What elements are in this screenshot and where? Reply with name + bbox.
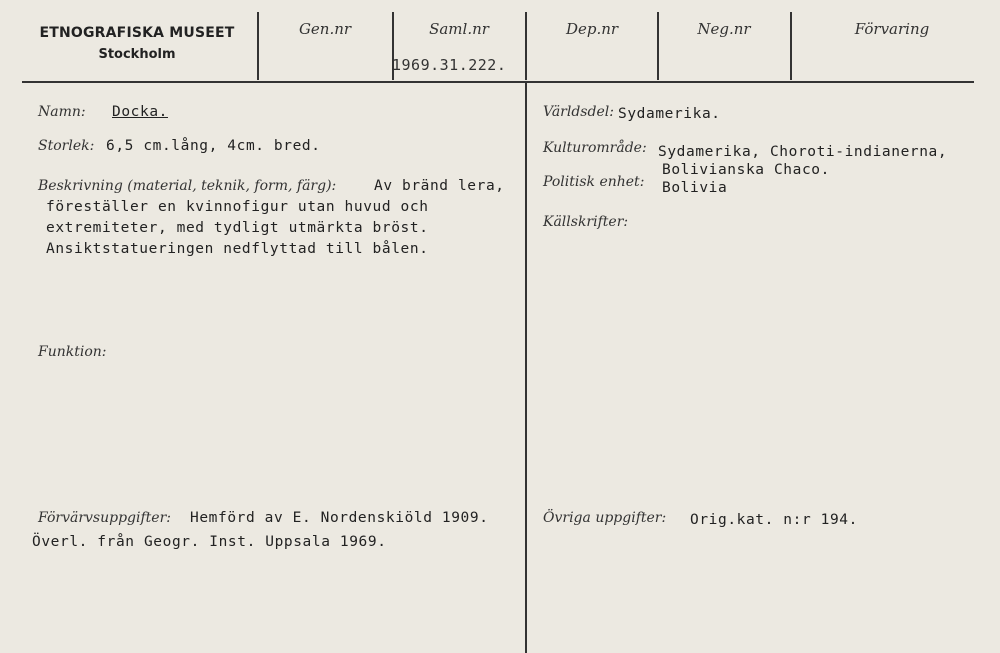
museum-name: ETNOGRAFISKA MUSEET [39, 25, 235, 41]
ovriga-value: Orig.kat. n:r 194. [690, 512, 858, 528]
center-divider [525, 83, 527, 653]
beskrivning-line-3: extremiteter, med tydligt utmärkta bröst. [46, 220, 429, 236]
storlek-label: Storlek: [38, 138, 95, 154]
kulturomrade-line-2: Bolivianska Chaco. [662, 162, 830, 178]
namn-label: Namn: [38, 104, 86, 120]
varldsdel-label: Världsdel: [543, 104, 614, 120]
column-gen-nr: Gen.nr [298, 20, 352, 38]
kulturomrade-line-1: Sydamerika, Choroti-indianerna, [658, 144, 948, 160]
museum-city: Stockholm [98, 47, 176, 62]
column-neg-nr: Neg.nr [697, 20, 751, 38]
forvarv-line-2: Överl. från Geogr. Inst. Uppsala 1969. [32, 534, 387, 550]
beskrivning-line-1: Av bränd lera, [374, 178, 505, 194]
header-rule [22, 81, 974, 83]
header-divider-1 [257, 12, 259, 80]
politisk-value: Bolivia [662, 180, 728, 196]
namn-value: Docka. [112, 104, 168, 120]
ovriga-label: Övriga uppgifter: [543, 510, 667, 526]
kallskrifter-label: Källskrifter: [543, 214, 629, 230]
forvarv-label: Förvärvsuppgifter: [38, 510, 171, 526]
forvarv-line-1: Hemförd av E. Nordenskiöld 1909. [190, 510, 489, 526]
funktion-label: Funktion: [38, 344, 107, 360]
saml-nr-value: 1969.31.222. [392, 56, 507, 74]
column-dep-nr: Dep.nr [565, 20, 619, 38]
varldsdel-value: Sydamerika. [618, 106, 721, 122]
column-forvaring: Förvaring [854, 20, 930, 38]
kulturomrade-label: Kulturområde: [543, 140, 647, 156]
beskrivning-label: Beskrivning (material, teknik, form, färg): [38, 178, 337, 194]
museum-header [24, 25, 250, 62]
beskrivning-line-2: föreställer en kvinnofigur utan huvud och [46, 199, 429, 215]
beskrivning-line-4: Ansiktstatueringen nedflyttad till bålen. [46, 241, 429, 257]
column-saml-nr: Saml.nr [429, 20, 489, 38]
politisk-label: Politisk enhet: [543, 174, 645, 190]
storlek-value: 6,5 cm.lång, 4cm. bred. [106, 138, 321, 154]
